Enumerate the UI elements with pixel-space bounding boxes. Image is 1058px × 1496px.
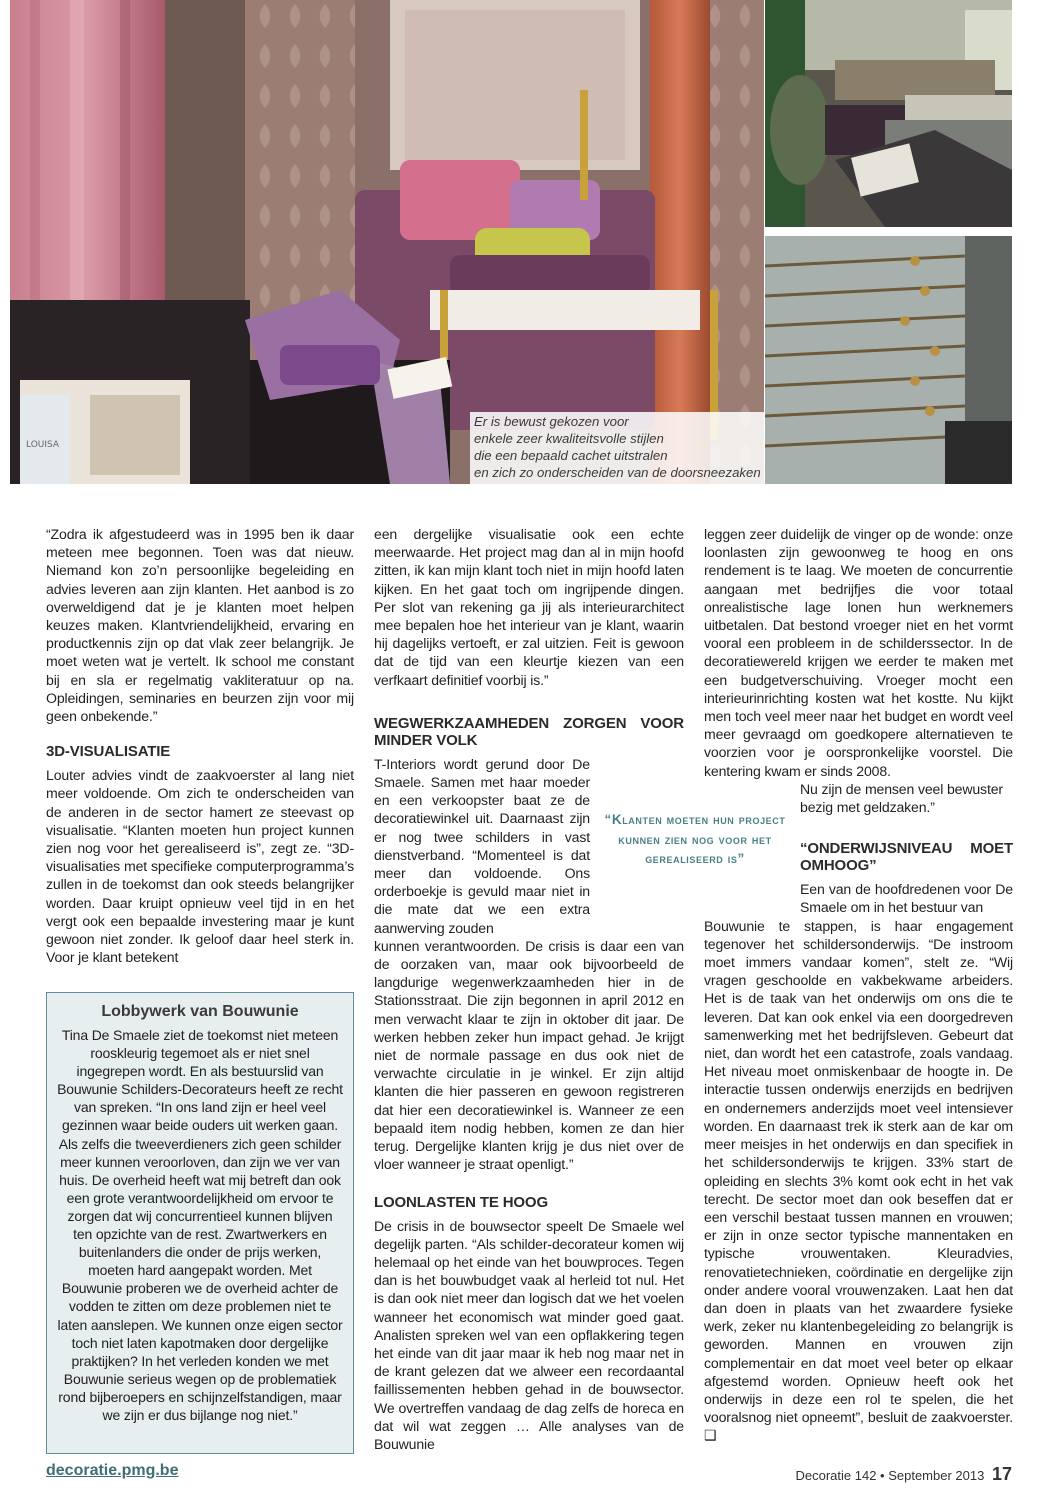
intro-paragraph: “Zodra ik afgestudeerd was in 1995 ben ik daar meteen mee begonnen. Toen was dat nieuw. Niemand kon zo’n persoonlijke begeleiding en advies leveren aan zijn klanten. Het aanbod is zo overweldigend dat je je klanten moet helpen keuzes maken. Klantvriendelijkheid, ervaring en productkennis zijn op dat vlak zeer belangrijk. Je moet weten wat je vertelt. Ik school me constant bij en sla er regelmatig vakliteratuur op na. Opleidingen, seminaries en beurzen zijn voor mij geen onbekende.” — [46, 526, 354, 725]
body-paragraph: leggen zeer duidelijk de vinger op de wonde: onze loonlasten zijn gewoonweg te hoog en ons rendement is te laag. We moeten de concurrentie aangaan met bedrijfjes die voor totaal onrealistische lage lonen hun werknemers uitbetalen. Dat bestond vroeger niet en het vormt vooral een probleem in de schilderssector. In de decoratiewereld krijgen we eerder te maken met een budgetverschuiving. Vroeger mocht een interieurinrichting kosten wat het kostte. Nu kijkt men toch veel meer naar het budget en wordt veel meer gevraagd om goedkopere alternatieven te voorzien voor je oorspronkelijke voorstel. Die kentering kwam er sinds 2008. — [704, 526, 1013, 779]
louisa-brand-label: LOUISA — [26, 440, 60, 450]
section-heading-3d-visualisatie: 3D-VISUALISATIE — [46, 743, 171, 761]
page-number: 17 — [991, 1464, 1012, 1484]
end-mark-icon: ❑ — [704, 1427, 717, 1444]
body-text: Bouwunie te stappen, is haar engagement tegenover het schildersonderwijs. “De instroom moet immers vandaar komen”, stelt ze. “Wij vragen geschoolde en vakbekwame arbeiders. Het is de taak van het onderwijs om ons die te leveren. Dat kan ook enkel via een doorgedreven samenwerking met het bedrijfsleven. Gebeurt dat niet, dan wordt het een catastrofe, zoals vandaag. Het niveau moet onmiskenbaar de hoogte in. De interactie tussen onderwijs enerzijds en bedrijven en ondernemers anderzijds moet veel intensiever worden. En daarnaast trek ik sterk aan de kar om meer meisjes in het onderwijs en dan specifiek in het schildersonderwijs te krijgen. 33% start de opleiding en slechts 3% komt ook echt in het vak terecht. De sector moet dan ook beseffen dat er een verschil bestaat tussen mannen en vrouwen; er zijn in onze sector typische mannentaken en typische vrouwentaken. Kleuradvies, renovatietechnieken, coördinatie en dergelijke zijn onder andere vooral vrouwenzaken. Laat hen dat dan doen in plaats van het zwaardere fysieke werk, zeker nu klantenbegeleiding zo belangrijk is geworden. Mannen en vrouwen zijn complementair en dat moet veel beter op elkaar afgestemd worden. Opnieuw heeft ook het onderwijs in deze een rol te spelen, die het vooralsnog niet opneemt”, besluit de zaakvoerster. — [704, 917, 1013, 1426]
website-link[interactable]: decoratie.pmg.be — [46, 1462, 179, 1479]
photo-caption — [470, 412, 764, 484]
fabric-samples-photo — [765, 0, 1012, 227]
article-column-3 — [704, 525, 1013, 1445]
body-paragraph-narrow: T-Interiors wordt gerund door De Smaele. Samen met haar moeder en een verkoopster baat ze de decoratiewinkel uit. Daarnaast zijn er nog twee schilders in vast dienstverband. “Momenteel is dat meer dan voldoende. Ons orderboekje is gevuld maar niet in die mate dat we een extra aanwerving zouden — [374, 755, 590, 936]
body-paragraph: De crisis in de bouwsector speelt De Smaele wel degelijk parten. “Als schilder-decorateur komen wij helemaal op het einde van het bouwproces. Tegen dan is het bouwbudget vaak al herleid tot nul. Het is dan ook niet meer dan logisch dat we het voelen wanneer het economisch wat minder goed gaat. Analisten spreken wel van een opflakkering tegen het einde van dit jaar maar ik heb nog maar net in de krant gelezen dat we alweer een recordaantal faillissementen hebben gehad in de bouwsector. We overtreffen vandaag de dag zelfs de horeca en dat wil wat zeggen … Alle analyses van de Bouwunie — [374, 1217, 684, 1452]
body-paragraph: een dergelijke visualisatie ook een echte meerwaarde. Het project mag dan al in mijn hoofd zitten, ik kan mijn klant toch niet in mijn hoofd laten kijken. En het gaat toch om ingrijpende dingen. Per slot van rekening ga jij als interieurarchitect mee bepalen hoe het interieur van je klant, waarin hij dagelijks vertoeft, er zal uitzien. Feit is gewoon dat de tijd van een kleurtje kiezen van een verfkaart definitief voorbij is.” — [374, 526, 684, 688]
caption-line: en zich zo onderscheiden van de doorsneezaken — [474, 465, 761, 480]
body-paragraph: Louter advies vindt de zaakvoerster al lang niet meer voldoende. Om zich te onderscheiden van de anderen in de sector hamert ze steevast op visualisatie. “Klanten moeten hun project kunnen zien nog voor het gerealiseerd is”, zegt ze. “3D-visualisaties met specifieke computerprogramma’s zullen in de toekomst dan ook steeds belangrijker worden. Daar kruipt opnieuw veel tijd in en het vergt ook een bepaalde investering maar je kunt gewoon niet zonder. Ik geloof daar heel sterk in. Voor je klant betekent — [46, 767, 354, 966]
issue-label: Decoratie 142 • September 2013 — [795, 1468, 985, 1483]
section-heading-loonlasten: LOONLASTEN TE HOOG — [374, 1193, 548, 1211]
body-paragraph-narrow: Nu zijn de mensen veel bewuster bezig met geldzaken.” — [800, 780, 1003, 816]
sidebar-box-lobbywerk — [46, 992, 354, 1454]
sidebar-box-text: Tina De Smaele ziet de toekomst niet meteen rooskleurig tegemoet als er niet snel ingegrepen wordt. En als bestuurslid van Bouwunie Schilders-Decorateurs heeft ze recht van spreken. “In ons land zijn er heel veel gezinnen waar beide ouders uit werken gaan. Als zelfs die tweeverdieners zich geen schilder meer kunnen veroorloven, dan zijn we ver van huis. De overheid heeft wat mij betreft dan ook een grote verantwoordelijkheid om ervoor te zorgen dat wij concurrentieel kunnen blijven ten opzichte van de rest. Zwartwerkers en buitenlanders die onder de prijs werken, moeten hard aangepakt worden. Met Bouwunie proberen we de overheid achter de vodden te zitten om deze problemen niet te laten aanslepen. We kunnen onze eigen sector toch niet laten kapotmaken door dergelijke praktijken? In het verleden konden we met Bouwunie serieus wegen op de problematiek rond bijberoepers en schijnzelfstandigen, maar we zijn er dus bijlange nog niet.” — [57, 1027, 343, 1423]
body-paragraph-narrow: Een van de hoofdredenen voor De Smaele om in het bestuur van — [800, 881, 1013, 916]
curtain-rods-photo — [765, 236, 1012, 484]
body-paragraph — [704, 917, 1013, 1445]
body-paragraph: kunnen verantwoorden. De crisis is daar een van de oorzaken van, maar ook bijvoorbeeld de langdurige wegenwerkzaamheden hier in de Stationsstraat. Die zijn begonnen in april 2012 en men verwacht klaar te zijn in oktober dit jaar. De werken hebben zeker hun impact gehad. Je krijgt niet de normale passage en dus ook niet de verwachte circulatie in je winkel. Er zijn altijd klanten die hier passeren en gewoon registreren dat hier een decoratiewinkel is. Wanneer ze een bepaald item nodig hebben, komen ze dan hier terug. Dergelijke klanten krijg je dus niet over de vloer wanneer je straat openligt.” — [374, 937, 684, 1173]
issue-info — [796, 1464, 1013, 1485]
article-column-2 — [374, 525, 684, 1453]
caption-line: Er is bewust gekozen voor — [474, 414, 629, 429]
article-column-1 — [46, 525, 354, 966]
caption-line: enkele zeer kwaliteitsvolle stijlen — [474, 431, 664, 446]
section-heading-onderwijsniveau: “ONDERWIJSNIVEAU MOET OMHOOG” — [800, 840, 1013, 875]
sidebar-box-title: Lobbywerk van Bouwunie — [101, 1003, 299, 1020]
pull-quote: “Klanten moeten hun project kunnen zien nog voor het gerealiseerd is” — [604, 812, 786, 866]
caption-line: die een bepaald cachet uitstralen — [474, 448, 668, 463]
section-heading-wegwerkzaamheden: WEGWERKZAAMHEDEN ZORGEN VOOR MINDER VOLK — [374, 714, 684, 749]
